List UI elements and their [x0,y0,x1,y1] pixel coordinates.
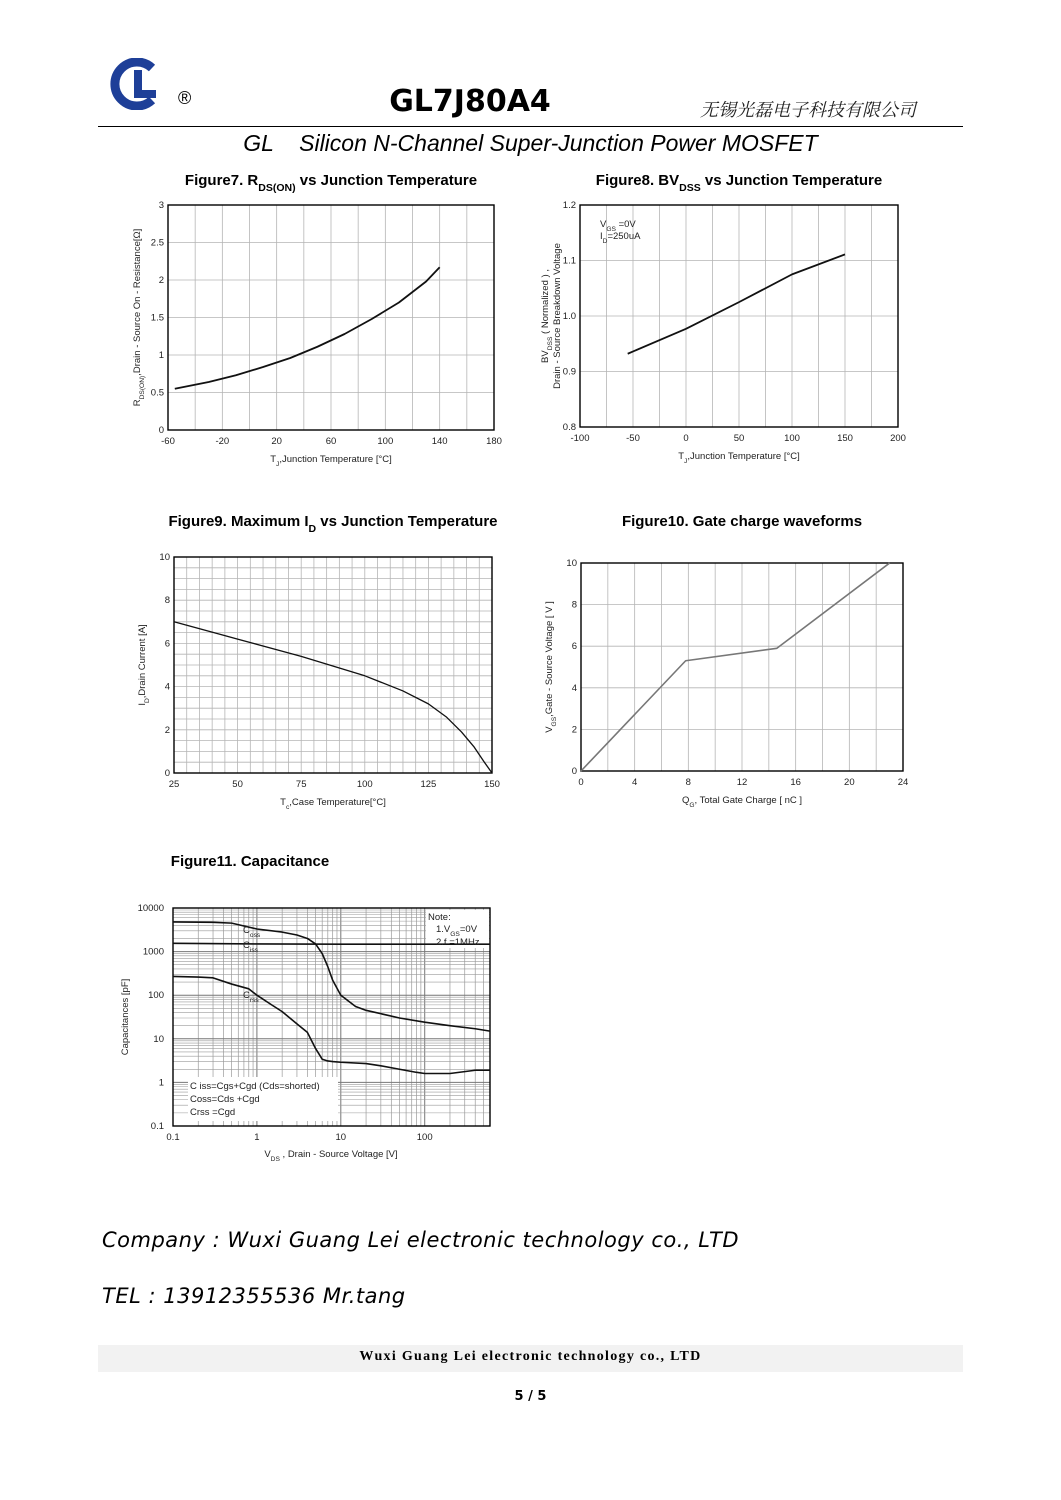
fig8-annotation: $I_D=250uA$ [600,231,641,245]
fig7-y-tick-label: 2.5 [150,237,164,249]
fig9-x-axis-label: $T_c,Case$ Temperature[°C] [280,797,386,811]
fig11-x-tick-label: 1 [254,1132,260,1143]
fig11-y-tick-label: 0.1 [150,1121,164,1132]
figure7-rdson-chart [125,165,525,470]
fig7-series-line [175,267,440,389]
fig8-title: Figure8. $BV_{DSS}$ vs Junction Temperature [595,172,883,194]
fig10-y-tick-label: 4 [571,682,577,694]
document-subtitle: GL Silicon N-Channel Super-Junction Power MOSFET [243,130,818,156]
fig8-y-tick-label: 1.1 [562,255,576,267]
part-number: GL7J80A4 [389,84,551,119]
fig8-x-tick-label: 50 [733,433,745,444]
fig7-x-tick-label: 140 [431,436,448,447]
fig9-y-tick-label: 8 [164,595,170,607]
fig8-x-tick-label: 0 [683,433,689,444]
fig8-x-tick-label: -100 [570,433,590,444]
fig8-x-axis-label: $T_J,Junction$ Temperature [°C] [678,451,800,465]
fig11-legend-entry: Coss=Cds +Cgd [190,1094,260,1105]
fig7-x-tick-label: -60 [161,436,175,447]
fig7-x-tick-label: 100 [377,436,394,447]
tel-line: TEL : 13912355536 Mr.tang [102,1284,406,1308]
figure10-gate-charge-chart [530,505,930,815]
fig8-y-tick-label: 1.2 [562,200,576,211]
fig7-x-tick-label: 60 [325,436,337,447]
fig11-x-tick-label: 10 [335,1132,347,1143]
fig7-y-tick-label: 2 [158,275,164,286]
gl-logo-icon [108,58,168,110]
fig10-title: Figure10. Gate charge waveforms [621,513,863,530]
fig10-x-tick-label: 0 [578,777,584,788]
fig8-annotation: $V_{GS} =0V$ [600,219,636,233]
fig10-x-tick-label: 16 [790,777,801,788]
fig8-x-tick-label: -50 [626,433,640,444]
fig7-y-axis-label: $R_{DS(ON)},Drain$ - Source On - Resistance[Ω] [132,228,146,407]
fig9-x-tick-label: 50 [232,779,243,790]
fig10-x-tick-label: 20 [844,777,855,788]
fig11-y-tick-label: 1 [158,1077,164,1089]
footer-company: Wuxi Guang Lei electronic technology co., LTD [359,1349,702,1364]
fig9-x-tick-label: 150 [484,779,500,790]
fig11-y-tick-label: 10000 [137,903,164,914]
fig8-x-tick-label: 150 [837,433,853,444]
figure9-max-id-chart [125,505,525,815]
fig7-y-tick-label: 3 [158,200,164,211]
fig7-y-tick-label: 1.5 [150,312,164,324]
fig7-x-tick-label: -20 [215,436,230,447]
fig9-y-axis-label: $I_D,Drain$ Current [A] [137,624,151,706]
header-rule [98,126,963,127]
fig7-y-tick-label: 0.5 [150,387,164,399]
fig10-y-tick-label: 6 [571,641,577,653]
fig7-x-tick-label: 20 [271,436,282,447]
fig10-x-axis-label: $Q_G$, Total Gate Charge [ nC ] [681,795,803,809]
fig10-y-tick-label: 10 [566,558,577,569]
fig11-legend-entry: Crss =Cgd [190,1107,236,1118]
fig11-note-line2: 2.f =1MHz [436,937,480,948]
fig7-x-axis-label: $T_J,Junction$ Temperature [°C] [270,454,392,468]
fig11-series-label: $C_{oss}$ [243,925,261,939]
fig8-series-line [628,254,845,353]
fig11-y-tick-label: 10 [153,1033,164,1045]
page-number: 5 / 5 [514,1389,547,1404]
fig11-legend-entry: C iss=Cgs+Cgd (Cds=shorted) [190,1081,320,1092]
fig11-series-label: $C_{rss}$ [243,990,259,1004]
fig9-y-tick-label: 10 [159,552,170,563]
fig10-x-tick-label: 24 [897,777,909,788]
fig9-x-tick-label: 125 [420,779,437,790]
fig9-title: Figure9. Maximum $I_D$ vs Junction Temperature [168,513,498,535]
fig9-y-tick-label: 6 [164,638,170,650]
fig7-title: Figure7. $R_{DS(ON)}$ vs Junction Temperature [184,172,478,194]
fig10-x-tick-label: 4 [632,777,638,788]
fig9-y-tick-label: 0 [164,768,170,779]
fig7-y-tick-label: 0 [158,425,164,436]
fig10-y-axis-label: $V_{GS},Gate$ - Source Voltage [ V ] [544,601,558,733]
fig10-series-line [581,563,890,771]
fig9-y-tick-label: 4 [164,681,170,693]
fig11-note-line1: $1.V_{GS}=0V$ [436,924,478,938]
fig7-x-tick-label: 180 [486,436,502,447]
fig10-y-tick-label: 0 [571,766,577,777]
company-line: Company : Wuxi Guang Lei electronic technology co., LTD [102,1228,740,1252]
fig11-x-axis-label: $V_{DS}$ , Drain - Source Voltage [V] [264,1149,398,1163]
fig11-x-tick-label: 100 [416,1132,433,1143]
fig8-y-axis-label: $BV_{DSS}$ ( Normalized ) , [540,269,554,363]
fig11-note-title: Note: [428,912,451,923]
fig9-x-tick-label: 75 [295,779,307,790]
fig7-y-tick-label: 1 [158,350,164,361]
fig10-x-tick-label: 12 [736,777,748,788]
fig11-y-axis-label: Capacitances [pF] [120,978,131,1056]
figure11-capacitance-chart [110,845,510,1170]
fig11-title: Figure11. Capacitance [170,853,330,870]
fig8-y-tick-label: 0.8 [562,422,576,433]
company-name-cn: 无锡光磊电子科技有限公司 [700,100,916,121]
fig8-x-tick-label: 200 [890,433,906,444]
fig9-x-tick-label: 25 [168,779,180,790]
fig8-x-tick-label: 100 [784,433,800,444]
fig8-y-tick-label: 1.0 [562,311,576,322]
fig9-x-tick-label: 100 [356,779,373,790]
fig8-y-axis-label-2: Drain - Source Breakdown Voltage [552,243,563,389]
fig10-y-tick-label: 8 [571,599,577,611]
fig10-x-tick-label: 8 [685,777,691,788]
fig11-y-tick-label: 1000 [142,946,164,958]
fig11-series-label: $C_{iss}$ [243,940,258,954]
fig11-y-tick-label: 100 [148,990,164,1002]
fig8-y-tick-label: 0.9 [562,366,576,378]
fig10-y-tick-label: 2 [571,724,577,736]
figure8-bvdss-chart [530,165,930,475]
registered-mark: ® [178,88,192,108]
fig9-y-tick-label: 2 [164,724,170,736]
fig11-x-tick-label: 0.1 [166,1132,180,1143]
